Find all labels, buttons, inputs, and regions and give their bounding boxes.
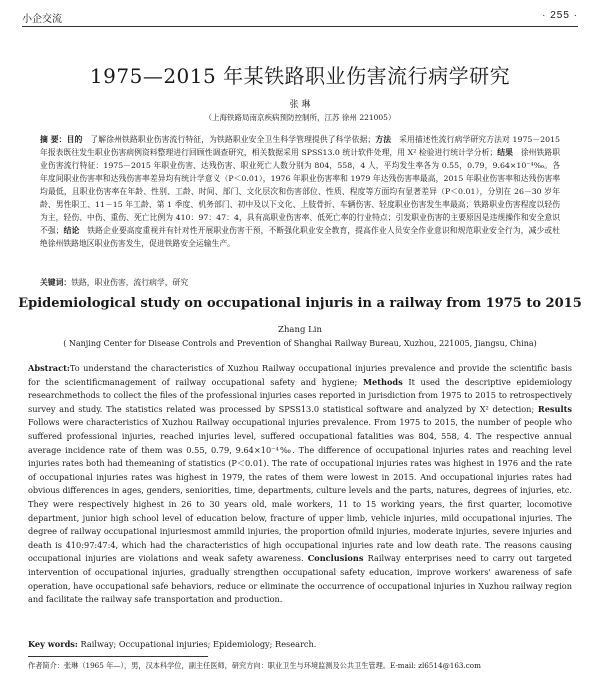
method-text: 采用描述性流行病学研究方法对 1975－2015 年报表既往发生职业伤害病例资料整理进行回顾性调查研究，相关数据采用 SPSS13.0 统计软件处理，用 X² 检验进行统计学分析；	[40, 135, 561, 157]
result-label: 结果	[497, 148, 513, 157]
en-keywords-text: Railway; Occupational injuries; Epidemiology; Research.	[80, 639, 317, 649]
chinese-keywords	[40, 276, 560, 289]
en-methods-text: It used the descriptive epidemiology researchmethods to collect the files of the professional injuries cases reported in jurisdiction from 1975 to 2015 to retrospectively survey and study. The statistics related was processed by SPSS13.0 statistical software and analyzed by X² detection;	[28, 376, 572, 414]
en-methods-label: Methods	[362, 376, 403, 387]
english-affiliation: ( Nanjing Center for Disease Controls and Prevention of Shanghai Railway Bureau, Xuzhou, 221005, Jiangsu, China)	[63, 339, 537, 348]
objective-label: 目的	[66, 135, 83, 144]
conclusion-text: 铁路企业要高度重视并有针对性开展职业伤害干预，不断强化职业安全教育，提高作业人员安全作业意识和规范职业安全行为，减少或杜绝徐州铁路地区职业伤害发生，促进铁路安全运输生产。	[40, 226, 561, 248]
objective-text: 了解徐州铁路职业伤害流行特征，为铁路职业安全卫生科学管理提供了科学依据；	[90, 135, 376, 144]
en-abstract-label: Abstract:	[28, 363, 70, 373]
en-results-text: Follows were characteristics of Xuzhou Railway occupational injuries prevalence. From 1975 to 2015, the number of people who suffered professional injuries, reached injuries level, suffered occupational fatalities was 804, 558, 4. The respective annual average incidence rate of them was 0.55, 0.79, 9.64×10⁻⁴‰. The difference of occupational injuries rates and reaching level injuries rates both had themeaning of statistics (P＜0.01). The rate of occupational injuries rates was highest in 1976 and the rate of occupational injuries rates was highest in 1979, the rates of them were lowest in 2015. And occupational injuries rates had obvious differences in ages, genders, seniorities, time, departments, culture levels and the parts, natures, degrees of injuries, etc. They were respectively highest in 26 to 30 years old, male workers, 11 to 15 working years, the first quarter, locomotive department, junior high school level of education below, fracture of upper limb, vehicle injuries, mild occupational injuries. The degree of railway occupational injuriesmost ammild injuries, the proportion ofmild injuries, moderate injuries, severe injuries and death is 410:97:47:4, which had the characteristics of high occupational injuries rate and low death rate. The reasons causing occupational injuries are violations and weak safety awareness.	[28, 417, 572, 564]
en-results-label: Results	[537, 403, 572, 414]
english-abstract	[28, 362, 572, 607]
english-author: Zhang Lin	[278, 325, 322, 335]
author-footnote: 作者简介：张琳（1965 年—），男，汉本科学位，副主任医师，研究方向：职业卫生与环境监测及公共卫生管理。E-mail: zl6514@163.com	[28, 661, 481, 670]
chinese-title: 1975—2015 年某铁路职业伤害流行病学研究	[89, 64, 511, 88]
en-objective-text: To understand the characteristics of Xuzhou Railway occupational injuries prevalence and provide the scientific basis for the scientificmanagement of railway occupational safety and hygiene;	[28, 363, 572, 387]
en-conclusions-text: Railway enterprises need to carry out targeted intervention of occupational injuries, gradually strengthen occupational safety education, improve workers' awareness of safe operation, have occupational safe behaviors, reduce or eliminate the occurrence of occupational injuries in Xuzhou railway region and facilitate the railway safe transportation and production.	[28, 553, 572, 605]
english-title: Epidemiological study on occupational injuris in a railway from 1975 to 2015	[18, 296, 582, 311]
conclusion-label: 结论	[63, 226, 80, 235]
result-text: 徐州铁路职业伤害流行特征：1975－2015 年职业伤害、达残伤害、职业死亡人数分别为 804，558，4 人，平均发生率各为 0.55，0.79，9.64×10⁻⁴‰。各年度间职业伤害率和达残伤害率差异均有统计学意义（P＜0.01），1976 年职业伤害率和 1979 年达残伤害率最高，2015 年职业伤害率和达残伤害率均最低，且职业伤害率在年龄、性别、工龄、时间、部门、文化层次和伤害部位、性质、程度等方面均有显著差异（P＜0.01），分别在 26－30 岁年龄、男性职工、11－15 年工龄、第 1 季度、机务部门、初中及以下文化、上肢骨折、车辆伤害、轻度职业伤害发生率最高；铁路职业伤害程度以轻伤为主，轻伤、中伤、重伤、死亡比例为 410：97：47：4，具有高职业伤害率、低死亡率的行业特点；引发职业伤害的主要原因是违规操作和安全意识不强；	[40, 148, 560, 235]
chinese-abstract	[40, 133, 560, 250]
keywords-text: 铁路，职业伤害，流行病学，研究	[71, 278, 189, 287]
running-header	[22, 10, 578, 27]
chinese-affiliation: （上海铁路局南京疾病预防控制所，江苏 徐州 221005）	[204, 113, 396, 122]
en-conclusions-label: Conclusions	[307, 553, 364, 564]
method-label: 方法	[375, 135, 392, 144]
keywords-label: 关键词：	[40, 278, 72, 287]
en-keywords-label: Key words:	[28, 639, 78, 649]
journal-name: 小企交流	[22, 14, 62, 25]
page-number: · 255 ·	[542, 10, 578, 21]
chinese-author: 张 琳	[289, 100, 311, 110]
abstract-label: 摘 要：	[40, 135, 67, 144]
english-keywords	[28, 638, 572, 651]
footnote-divider	[28, 656, 208, 657]
